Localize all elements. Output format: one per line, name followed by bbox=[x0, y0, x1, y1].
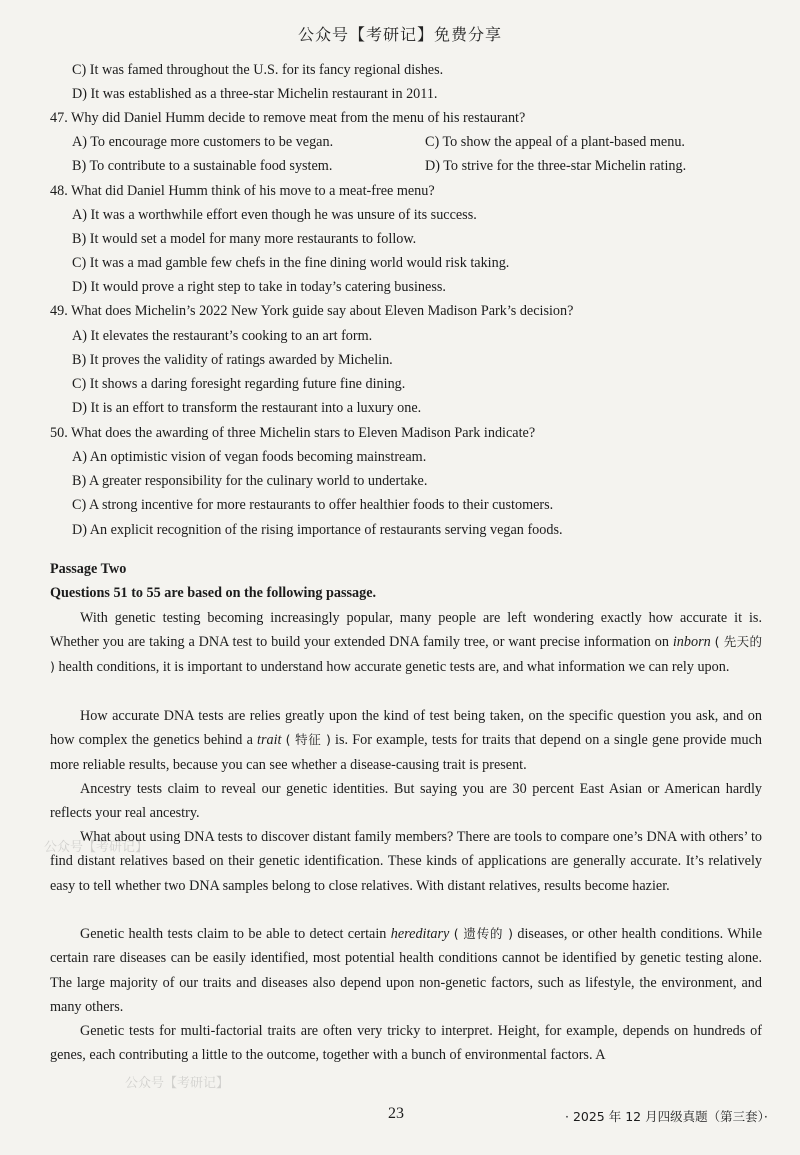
q48-stem: 48. What did Daniel Humm think of his move to a meat-free menu? bbox=[50, 183, 435, 199]
gloss-hereditary: ( 遗传的 ) bbox=[453, 926, 514, 941]
q50-option-a: A) An optimistic vision of vegan foods becoming mainstream. bbox=[72, 449, 427, 465]
passage-paragraph-2: How accurate DNA tests are relies greatly upon the kind of test being taken, on the specific question you ask, and on how complex the genetics behind a trait ( 特征 ) is. For example, tests for traits that depend on a single gene provide much more reliable results, because you can see whether a disease-causing trait is present. bbox=[50, 708, 762, 773]
q48-option-d: D) It would prove a right step to take in today’s catering business. bbox=[72, 279, 446, 295]
q50-option-d: D) An explicit recognition of the rising importance of restaurants serving vegan foods. bbox=[72, 522, 563, 538]
q46-option-c: C) It was famed throughout the U.S. for its fancy regional dishes. bbox=[72, 62, 444, 78]
q47-stem: 47. Why did Daniel Humm decide to remove meat from the menu of his restaurant? bbox=[50, 110, 526, 126]
q46-option-d: D) It was established as a three-star Michelin restaurant in 2011. bbox=[72, 86, 438, 102]
exam-label: · 2025 年 12 月四级真题（第三套）· bbox=[565, 1109, 768, 1124]
q47-option-d: D) To strive for the three-star Michelin rating. bbox=[425, 158, 687, 174]
term-hereditary: hereditary bbox=[390, 926, 450, 942]
gloss-trait: ( 特征 ) bbox=[285, 732, 331, 748]
passage-instruction: Questions 51 to 55 are based on the following passage. bbox=[50, 585, 377, 601]
term-trait: trait bbox=[257, 732, 282, 749]
passage-paragraph-4: What about using DNA tests to discover distant family members? There are tools to compare one’s DNA with others’ to find distant relatives based on their genetic identification. These kinds of applications are generally accurate. It’s relatively easy to tell whether two DNA samples belong to close relatives. With distant relatives, results become hazier. bbox=[50, 829, 762, 894]
q50-option-c: C) A strong incentive for more restaurants to offer healthier foods to their customers. bbox=[72, 497, 554, 513]
page-header: 公众号【考研记】免费分享 bbox=[297, 25, 502, 44]
passage-paragraph-5: Genetic health tests claim to be able to detect certain hereditary ( 遗传的 ) diseases, or other health conditions. While certain rare diseases can be easily identified, most potential health conditions cannot be identified by genetic testing alone. The large majority of our traits and diseases also depend upon non-genetic factors, such as lifestyle, the environment, and many others. bbox=[50, 926, 762, 1016]
q49-option-d: D) It is an effort to transform the restaurant into a luxury one. bbox=[72, 400, 422, 416]
watermark: 公众号【考研记】 bbox=[44, 840, 149, 855]
q47-option-c: C) To show the appeal of a plant-based menu. bbox=[425, 134, 685, 150]
gloss-inborn: ( 先天的 ) bbox=[50, 634, 762, 674]
passage-paragraph-1: With genetic testing becoming increasingly popular, many people are left wondering exactly how accurate it is. Whether you are taking a DNA test to build your extended DNA family tree, or want precise information on inborn ( 先天的 ) health conditions, it is important to understand how accurate genetic tests are, and what information we can rely upon. bbox=[50, 610, 762, 675]
watermark: 公众号【考研记】 bbox=[125, 1076, 230, 1091]
q50-stem: 50. What does the awarding of three Michelin stars to Eleven Madison Park indicate? bbox=[50, 425, 536, 441]
passage-paragraph-6: Genetic tests for multi-factorial traits are often very tricky to interpret. Height, for example, depends on hundreds of genes, each contributing a little to the outcome, together with a bunch of environmental factors. A bbox=[50, 1023, 762, 1064]
q49-stem: 49. What does Michelin’s 2022 New York guide say about Eleven Madison Park’s decision? bbox=[50, 303, 574, 319]
q47-option-a: A) To encourage more customers to be vegan. bbox=[72, 134, 334, 150]
q48-option-b: B) It would set a model for many more restaurants to follow. bbox=[72, 231, 417, 247]
q50-option-b: B) A greater responsibility for the culinary world to undertake. bbox=[72, 473, 428, 489]
q47-option-b: B) To contribute to a sustainable food system. bbox=[72, 158, 333, 174]
passage-paragraph-3: Ancestry tests claim to reveal our genetic identities. But saying you are 30 percent East Asian or American hardly reflects your real ancestry. bbox=[50, 781, 762, 822]
term-inborn: inborn bbox=[672, 634, 711, 651]
q49-option-b: B) It proves the validity of ratings awarded by Michelin. bbox=[72, 352, 393, 368]
q48-option-a: A) It was a worthwhile effort even though he was unsure of its success. bbox=[72, 207, 477, 223]
q49-option-c: C) It shows a daring foresight regarding future fine dining. bbox=[72, 376, 406, 392]
passage-title: Passage Two bbox=[50, 561, 127, 577]
q48-option-c: C) It was a mad gamble few chefs in the fine dining world would risk taking. bbox=[72, 255, 510, 271]
page-number: 23 bbox=[388, 1105, 404, 1122]
q49-option-a: A) It elevates the restaurant’s cooking to an art form. bbox=[72, 328, 373, 344]
